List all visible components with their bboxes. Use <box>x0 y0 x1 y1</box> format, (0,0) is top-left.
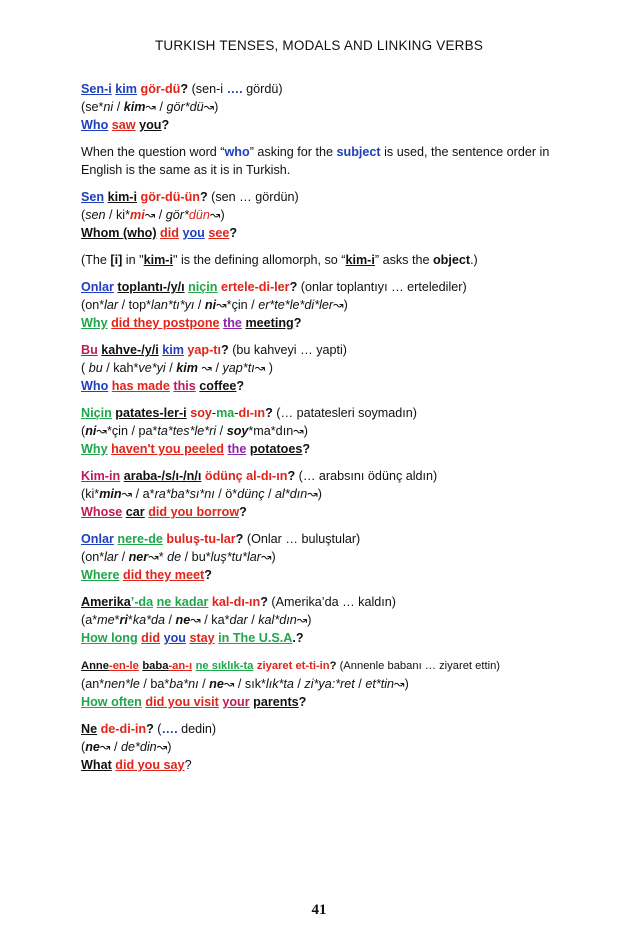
turkish-sentence <box>81 593 571 611</box>
text-segment: Kim-in <box>81 469 121 483</box>
text-segment: (… arabsını ödünç aldın) <box>295 469 438 483</box>
text-segment: ner <box>128 550 149 564</box>
english-sentence <box>81 440 571 458</box>
text-segment: luş*tu*lar <box>210 550 261 564</box>
text-segment: kim <box>115 82 137 96</box>
text-segment: ↝ / <box>144 208 166 222</box>
text-segment: ( <box>81 740 86 754</box>
text-segment: Who <box>81 118 109 132</box>
text-segment: Anne <box>81 660 109 672</box>
english-sentence <box>81 314 571 332</box>
text-segment: min <box>99 487 122 501</box>
text-segment: / bu* <box>181 550 211 564</box>
text-segment: ↝*çin / <box>216 298 259 312</box>
text-segment: yap*tı <box>222 361 255 375</box>
text-segment: Niçin <box>81 406 112 420</box>
text-segment: in " <box>122 253 144 267</box>
example-block <box>81 530 571 584</box>
example-block <box>81 278 571 332</box>
text-segment: (a* <box>81 613 98 627</box>
text-segment: / <box>198 677 210 691</box>
text-segment: / <box>194 298 205 312</box>
text-segment: niçin <box>188 280 218 294</box>
text-segment: ? <box>293 316 302 330</box>
text-segment: Bu <box>81 343 98 357</box>
english-sentence <box>81 693 571 711</box>
text-segment: * <box>114 613 120 627</box>
text-segment: ka*da <box>132 613 166 627</box>
text-segment: gör-dü <box>140 82 181 96</box>
text-segment: de <box>167 550 182 564</box>
turkish-sentence <box>81 251 571 269</box>
text-segment: / <box>216 424 227 438</box>
text-segment: ↝* <box>148 550 168 564</box>
text-segment: did they postpone <box>111 316 220 330</box>
lesson-content <box>81 80 571 783</box>
text-segment: .? <box>292 631 304 645</box>
text-segment: ve*yi <box>138 361 166 375</box>
text-segment: (Annenle babanı … ziyaret ettin) <box>336 660 501 672</box>
turkish-sentence <box>81 530 571 548</box>
text-segment: ( <box>81 208 86 222</box>
text-segment: lık*ta <box>265 677 294 691</box>
text-segment: ? <box>287 469 296 483</box>
text-segment: -en-le <box>108 660 139 672</box>
text-segment: ? <box>229 226 238 240</box>
turkish-sentence <box>81 656 571 675</box>
text-segment: ? <box>184 758 192 772</box>
text-segment: toplantı-/y/ı <box>117 280 185 294</box>
text-segment: ? <box>260 595 268 609</box>
text-segment: When the question word “ <box>81 145 225 159</box>
text-segment: ? <box>180 82 189 96</box>
text-segment: Onlar <box>81 280 114 294</box>
english-sentence <box>81 377 571 395</box>
text-segment: ni <box>85 424 97 438</box>
text-segment: car <box>125 505 145 519</box>
text-segment: ( <box>81 361 89 375</box>
text-segment: ↝ / <box>145 100 167 114</box>
text-segment: / kah* <box>102 361 139 375</box>
pronunciation-line <box>81 738 571 756</box>
text-segment: lan*tı*yı <box>151 298 195 312</box>
text-segment: ba*nı <box>169 677 199 691</box>
text-segment: What <box>81 758 112 772</box>
text-segment: / <box>113 100 124 114</box>
pronunciation-line <box>81 675 571 693</box>
text-segment: ↝) <box>333 298 348 312</box>
text-segment: did <box>160 226 179 240</box>
text-segment: object <box>432 253 471 267</box>
text-segment: gör*dü <box>166 100 204 114</box>
text-segment: yap-tı <box>187 343 221 357</box>
turkish-sentence <box>81 404 571 422</box>
text-segment: / ki* <box>105 208 131 222</box>
pronunciation-line <box>81 422 571 440</box>
text-segment: ↝) <box>209 208 225 222</box>
pronunciation-line <box>81 548 571 566</box>
example-block <box>81 593 571 647</box>
text-segment: potatoes <box>249 442 303 456</box>
text-segment: et*tin <box>365 677 395 691</box>
text-segment: ? <box>146 722 154 736</box>
text-segment: ne <box>85 740 100 754</box>
text-segment: ↝*çin / pa* <box>96 424 158 438</box>
text-segment: who <box>224 145 250 159</box>
text-segment: / <box>118 550 129 564</box>
text-segment: *ma*dın↝) <box>248 424 308 438</box>
text-segment: / <box>354 677 366 691</box>
text-segment: sen <box>85 208 106 222</box>
text-segment: meeting <box>245 316 294 330</box>
text-segment: ödünç al-dı-ın <box>204 469 288 483</box>
text-segment: ? <box>265 406 273 420</box>
turkish-sentence <box>81 278 571 296</box>
example-block <box>81 467 571 521</box>
text-segment: you <box>163 631 186 645</box>
pronunciation-line <box>81 359 571 377</box>
text-segment: ↝ ) <box>254 361 273 375</box>
text-segment: bu <box>88 361 103 375</box>
text-segment: ma <box>216 406 235 420</box>
turkish-sentence <box>81 80 571 98</box>
text-segment: did <box>141 631 161 645</box>
text-segment: kim-i <box>143 253 173 267</box>
text-segment: dı-ın <box>238 406 266 420</box>
text-segment: [i] <box>110 253 123 267</box>
text-segment: ↝) <box>296 613 312 627</box>
text-segment: Who <box>81 379 109 393</box>
turkish-sentence <box>81 467 571 485</box>
text-segment: / <box>165 361 177 375</box>
text-segment: kim <box>123 100 146 114</box>
example-block <box>81 656 571 711</box>
text-segment: (on* <box>81 550 105 564</box>
text-segment: stay <box>189 631 215 645</box>
turkish-sentence <box>81 188 571 206</box>
text-segment: kim <box>162 343 184 357</box>
text-segment: ne sıklık-ta <box>195 660 254 672</box>
text-segment: (on* <box>81 298 105 312</box>
text-segment: …. <box>161 722 178 736</box>
text-segment: ’-da <box>130 595 154 609</box>
english-sentence <box>81 566 571 584</box>
text-segment: ↝) <box>394 677 409 691</box>
text-segment: ↝) <box>307 487 322 501</box>
text-segment: - <box>234 406 239 420</box>
text-segment: ↝) <box>261 550 276 564</box>
text-segment: ? <box>298 695 307 709</box>
pronunciation-line <box>81 611 571 629</box>
text-segment: (Onlar … buluştular) <box>243 532 361 546</box>
text-segment: gör-dü-ün <box>140 190 200 204</box>
text-segment: ↝ / <box>197 361 223 375</box>
text-segment: soy <box>226 424 249 438</box>
text-segment: - <box>211 406 217 420</box>
text-segment: dünç <box>237 487 265 501</box>
example-block <box>81 341 571 395</box>
text-segment: ? <box>239 505 247 519</box>
text-segment: lar <box>104 550 119 564</box>
text-segment: ? <box>289 280 298 294</box>
text-segment: * <box>127 613 133 627</box>
text-segment: (… patatesleri soymadın) <box>272 406 417 420</box>
text-segment: Sen-i <box>81 82 112 96</box>
text-segment: / <box>165 613 176 627</box>
text-segment: kim-i <box>107 190 138 204</box>
page-header-title: TURKISH TENSES, MODALS AND LINKING VERBS <box>154 38 484 53</box>
text-segment: nere-de <box>117 532 163 546</box>
text-segment: nen*le <box>104 677 140 691</box>
text-segment: saw <box>111 118 136 132</box>
text-segment: ra*ba*sı*nı <box>154 487 215 501</box>
text-segment: Why <box>81 316 108 330</box>
text-segment: ↝ / sık* <box>223 677 266 691</box>
text-segment: (The <box>81 253 111 267</box>
text-segment: Whose <box>81 505 123 519</box>
text-segment: ? <box>235 532 244 546</box>
text-segment: / <box>264 487 275 501</box>
example-block <box>81 80 571 134</box>
text-segment: / <box>247 613 259 627</box>
text-segment: (bu kahveyi … yapti) <box>228 343 347 357</box>
text-segment: ? <box>199 190 208 204</box>
text-segment: " is the defining allomorph, so “ <box>172 253 346 267</box>
example-block <box>81 404 571 458</box>
text-segment: er*te*le*di*ler <box>258 298 334 312</box>
text-segment: al*dın <box>275 487 308 501</box>
example-block <box>81 188 571 242</box>
text-segment: mi <box>130 208 145 222</box>
text-segment: kim-i <box>345 253 375 267</box>
pronunciation-line <box>81 98 571 116</box>
text-segment: (sen-i <box>188 82 227 96</box>
text-segment: ? <box>302 442 311 456</box>
text-segment: (Amerika’da … kaldın) <box>267 595 396 609</box>
text-segment: you <box>182 226 205 240</box>
text-segment: (onlar toplantıyı … ertelediler) <box>297 280 467 294</box>
text-segment: gör* <box>165 208 189 222</box>
text-segment: -an-ı <box>168 660 193 672</box>
text-segment: (sen … gördün) <box>207 190 299 204</box>
text-segment: (an* <box>81 677 105 691</box>
text-segment: kahve-/y/i <box>101 343 159 357</box>
text-segment: see <box>208 226 230 240</box>
text-segment: ? <box>161 118 170 132</box>
text-segment: kim <box>176 361 198 375</box>
turkish-sentence <box>81 143 571 179</box>
text-segment: ↝ / <box>99 740 121 754</box>
text-segment: ↝) <box>203 100 219 114</box>
text-segment: lar <box>104 298 119 312</box>
text-segment: this <box>173 379 196 393</box>
text-segment: your <box>222 695 250 709</box>
turkish-sentence <box>81 720 571 738</box>
text-segment: (se* <box>81 100 104 114</box>
english-sentence <box>81 756 571 774</box>
text-segment: ” asks the <box>374 253 433 267</box>
example-block <box>81 720 571 774</box>
text-segment: did you visit <box>145 695 219 709</box>
text-segment: de-di-in <box>100 722 147 736</box>
text-segment: How often <box>81 695 142 709</box>
text-segment: me <box>97 613 115 627</box>
turkish-sentence <box>81 341 571 359</box>
text-segment: Sen <box>81 190 105 204</box>
pronunciation-line <box>81 206 571 224</box>
pronunciation-line <box>81 296 571 314</box>
text-segment: dedin) <box>177 722 217 736</box>
page-number: 41 <box>311 902 327 918</box>
text-segment: ertele-di-ler <box>220 280 290 294</box>
text-segment: ta*tes*le*ri <box>157 424 217 438</box>
text-segment: patates-ler-i <box>115 406 187 420</box>
text-segment: de*din <box>120 740 157 754</box>
english-sentence <box>81 503 571 521</box>
text-segment: in The U.S.A <box>218 631 293 645</box>
text-segment: zi*ya:*ret <box>304 677 355 691</box>
text-segment: did you say <box>115 758 185 772</box>
example-block <box>81 143 571 179</box>
text-segment: ne kadar <box>156 595 209 609</box>
text-segment: ? <box>204 568 212 582</box>
text-segment: you <box>139 118 162 132</box>
text-segment: ne <box>175 613 191 627</box>
text-segment: .) <box>470 253 478 267</box>
text-segment: baba <box>142 660 169 672</box>
text-segment: did they meet <box>123 568 205 582</box>
text-segment: the <box>223 316 242 330</box>
text-segment: / <box>293 677 305 691</box>
text-segment: …. <box>226 82 243 96</box>
text-segment: buluş-tu-lar <box>166 532 236 546</box>
text-segment: dar <box>229 613 248 627</box>
text-segment: haven't you peeled <box>111 442 224 456</box>
pronunciation-line <box>81 485 571 503</box>
text-segment: ni <box>103 100 114 114</box>
text-segment: ? <box>329 660 337 672</box>
text-segment: ri <box>119 613 128 627</box>
text-segment: ne <box>209 677 224 691</box>
text-segment: subject <box>336 145 381 159</box>
text-segment: ” asking for the <box>249 145 337 159</box>
text-segment: / ö* <box>214 487 238 501</box>
text-segment: gördü) <box>242 82 283 96</box>
text-segment: ↝ / ka* <box>190 613 230 627</box>
text-segment: is used, the sentence order in English is the same as it is in Turkish. <box>81 145 550 177</box>
text-segment: ? <box>236 379 245 393</box>
text-segment: ( <box>153 722 162 736</box>
text-segment: soy <box>190 406 212 420</box>
text-segment: the <box>227 442 247 456</box>
text-segment: araba-/s/ı-/n/ı <box>123 469 202 483</box>
text-segment: ziyaret et-ti-in <box>256 660 330 672</box>
example-block <box>81 251 571 269</box>
text-segment: Onlar <box>81 532 114 546</box>
text-segment: ? <box>221 343 229 357</box>
text-segment: kal-dı-ın <box>211 595 261 609</box>
text-segment: has made <box>111 379 170 393</box>
english-sentence <box>81 224 571 242</box>
text-segment: ↝ / a* <box>121 487 155 501</box>
text-segment: (ki* <box>81 487 100 501</box>
text-segment: Ne <box>81 722 98 736</box>
text-segment: / ba* <box>139 677 170 691</box>
english-sentence <box>81 116 571 134</box>
text-segment: Why <box>81 442 108 456</box>
text-segment: ni <box>204 298 217 312</box>
english-sentence <box>81 629 571 647</box>
text-segment: coffee <box>199 379 237 393</box>
text-segment: How long <box>81 631 138 645</box>
text-segment: Where <box>81 568 120 582</box>
text-segment: / top* <box>118 298 152 312</box>
text-segment: did you borrow <box>148 505 240 519</box>
text-segment: parents <box>253 695 299 709</box>
text-segment: ↝) <box>156 740 172 754</box>
text-segment: Amerika <box>81 595 131 609</box>
text-segment: dün <box>188 208 210 222</box>
text-segment: Whom (who) <box>81 226 157 240</box>
text-segment: kal*dın <box>258 613 297 627</box>
text-segment: ( <box>81 424 86 438</box>
